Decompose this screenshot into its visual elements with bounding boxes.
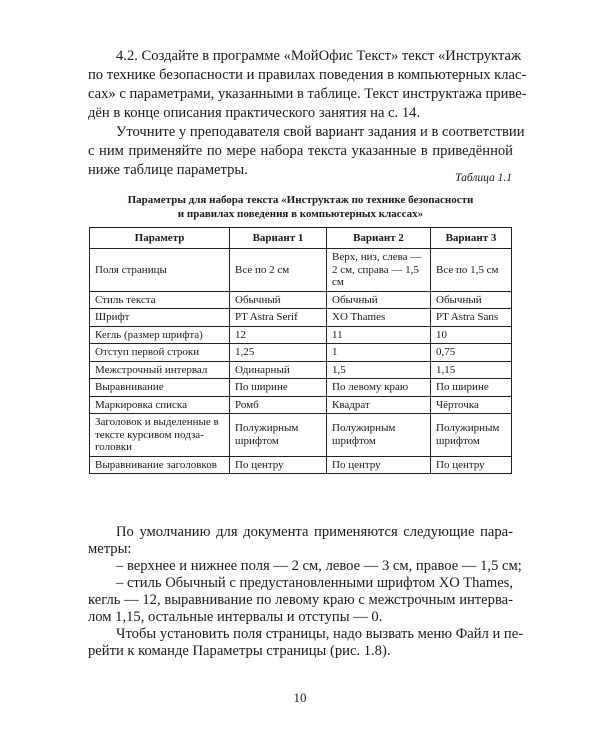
variant-cell: 1 <box>327 344 431 362</box>
defaults-text <box>88 524 524 660</box>
text-line: ниже таблице параметры. <box>88 162 248 178</box>
text-line: По умолчанию для документа применяются следующие пара- <box>116 524 513 540</box>
parameter-cell: Шрифт <box>90 309 230 327</box>
text-line: по технике безопасности и правилах поведения в компьютерных клас- <box>88 67 527 83</box>
text-line: с ним применяйте по мере набора текста указанные в приведённой <box>88 143 513 159</box>
variant-cell: Обычный <box>327 291 431 309</box>
paragraph-task <box>88 47 527 123</box>
table-title-line: и правилах поведения в компьютерных классах» <box>177 208 424 220</box>
variant-cell: Обычный <box>431 291 512 309</box>
parameter-cell: Поля страницы <box>90 249 230 292</box>
variant-cell: Все по 1,5 см <box>431 249 512 292</box>
paragraph-variant <box>88 123 525 180</box>
text-line: кегль — 12, выравнивание по левому краю с межстрочным интерва- <box>88 592 513 608</box>
column-header: Вариант 1 <box>230 228 327 249</box>
column-header: Вариант 3 <box>431 228 512 249</box>
variant-cell: По ширине <box>431 379 512 397</box>
table-row <box>90 456 512 474</box>
variant-cell: PT Astra Serif <box>230 309 327 327</box>
text-line: метры: <box>88 541 132 557</box>
variant-cell: 0,75 <box>431 344 512 362</box>
variant-cell: Все по 2 см <box>230 249 327 292</box>
text-line: рейти к команде Параметры страницы (рис. 1.8). <box>88 643 391 659</box>
variant-cell: Полужирным шрифтом <box>327 414 431 457</box>
variant-cell: PT Astra Sans <box>431 309 512 327</box>
variant-cell: 1,5 <box>327 361 431 379</box>
variant-cell: Квадрат <box>327 396 431 414</box>
list-item: – стиль Обычный с предустановленными шрифтом XO Thames, <box>116 575 514 591</box>
variant-cell: 11 <box>327 326 431 344</box>
text-line: Уточните у преподавателя свой вариант задания и в соответствии <box>116 124 525 140</box>
text-line: Чтобы установить поля страницы, надо вызвать меню Файл и пе- <box>116 626 524 642</box>
parameter-cell: Выравнивание заголовков <box>90 456 230 474</box>
variant-cell: По центру <box>230 456 327 474</box>
table-row <box>90 291 512 309</box>
variant-cell: Одинарный <box>230 361 327 379</box>
variant-cell: По левому краю <box>327 379 431 397</box>
text-line: сах» с параметрами, указанными в таблице. Текст инструктажа приве- <box>88 86 527 102</box>
table-title <box>88 193 513 221</box>
table-title-line: Параметры для набора текста «Инструктаж по технике безопасности <box>127 194 474 206</box>
list-item: – верхнее и нижнее поля — 2 см, левое — 3 см, правое — 1,5 см; <box>116 558 522 574</box>
table-row <box>90 396 512 414</box>
variant-cell: По центру <box>327 456 431 474</box>
text-line: лом 1,15, остальные интервалы и отступы — 0. <box>88 609 383 625</box>
table-row <box>90 344 512 362</box>
parameter-cell: Маркировка списка <box>90 396 230 414</box>
variant-cell: Верх, низ, слева — 2 см, справа — 1,5 см <box>327 249 431 292</box>
text-line: 4.2. Создайте в программе «МойОфис Текст» текст «Инструктаж <box>116 48 522 64</box>
intro-text <box>88 47 527 180</box>
table-row <box>90 379 512 397</box>
text-line: дён в конце описания практического занятия на с. 14. <box>88 105 421 121</box>
table-header-row <box>90 228 512 249</box>
variant-cell: XO Thames <box>327 309 431 327</box>
variant-cell: Чёрточка <box>431 396 512 414</box>
table-row <box>90 414 512 457</box>
table-row <box>90 361 512 379</box>
parameter-cell: Межстрочный интервал <box>90 361 230 379</box>
variant-cell: По ширине <box>230 379 327 397</box>
parameter-cell: Кегль (размер шрифта) <box>90 326 230 344</box>
column-header: Параметр <box>90 228 230 249</box>
page-number: 10 <box>293 690 307 705</box>
table-row <box>90 309 512 327</box>
table-number: Таблица 1.1 <box>455 172 512 184</box>
parameter-cell: Отступ первой строки <box>90 344 230 362</box>
parameter-cell: Стиль текста <box>90 291 230 309</box>
parameter-cell: Заголовок и выделенные в тексте курсивом подза-головки <box>90 414 230 457</box>
parameter-cell: Выравнивание <box>90 379 230 397</box>
table-row <box>90 249 512 292</box>
variant-cell: 1,25 <box>230 344 327 362</box>
variant-cell: Обычный <box>230 291 327 309</box>
variant-cell: 12 <box>230 326 327 344</box>
variant-cell: Полужирным шрифтом <box>431 414 512 457</box>
parameters-table <box>89 227 512 474</box>
column-header: Вариант 2 <box>327 228 431 249</box>
variant-cell: Ромб <box>230 396 327 414</box>
variant-cell: 1,15 <box>431 361 512 379</box>
variant-cell: Полужирным шрифтом <box>230 414 327 457</box>
variant-cell: По центру <box>431 456 512 474</box>
table-row <box>90 326 512 344</box>
variant-cell: 10 <box>431 326 512 344</box>
